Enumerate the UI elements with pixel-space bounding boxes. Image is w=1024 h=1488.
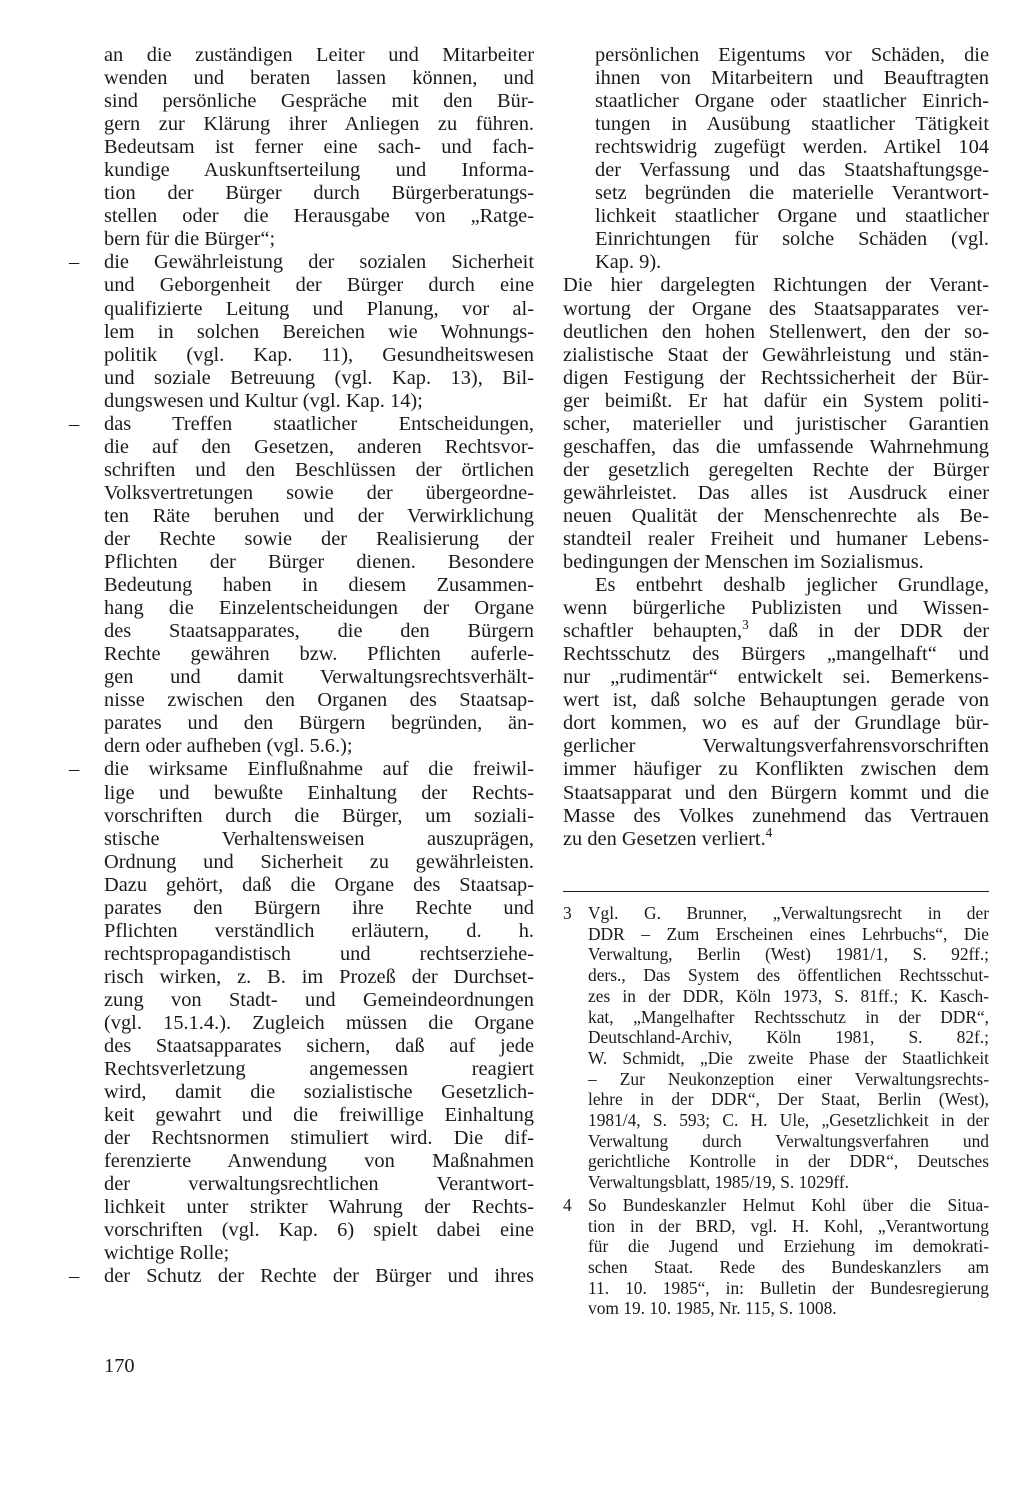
text-line [588, 965, 989, 986]
text-line [104, 1104, 534, 1127]
line-text: stische Verhaltensweisen auszuprägen, [104, 827, 534, 850]
text-line [104, 1012, 534, 1035]
line-text: setz begründen die materielle Verantwort- [595, 182, 989, 205]
footnote-reference: 4 [765, 824, 773, 840]
line-text: der Schutz der Rechte der Bürger und ihres [104, 1265, 534, 1288]
text-line [104, 966, 534, 989]
text-line [588, 1131, 989, 1152]
footnote-separator-rule [563, 891, 989, 892]
line-text: wenn bürgerliche Publizisten und Wissen- [563, 597, 989, 620]
line-text: die Gewährleistung der sozialen Sicherheit [104, 251, 534, 274]
text-line [563, 666, 989, 689]
line-text: risch wirken, z. B. im Prozeß der Durchset- [104, 965, 534, 988]
text-line [563, 689, 989, 712]
text-line [588, 1069, 989, 1090]
text-line [104, 712, 534, 735]
text-line [104, 851, 534, 874]
text-line [563, 251, 989, 274]
line-text: immer häufiger zu Konflikten zwischen dem [563, 758, 989, 781]
line-text: gerichtliche Kontrolle in der DDR“, Deutsches [588, 1151, 989, 1172]
line-text: zialistische Staat der Gewährleistung und stän- [563, 343, 989, 366]
text-line [563, 436, 989, 459]
text-line [104, 136, 534, 159]
text-line [104, 1127, 534, 1150]
line-text: und soziale Betreuung (vgl. Kap. 13), Bil- [104, 366, 534, 389]
line-text: politik (vgl. Kap. 11), Gesundheitswesen [104, 343, 534, 366]
text-line [563, 136, 989, 159]
line-text: staatlicher Organe oder staatlicher Einrich- [595, 90, 989, 113]
text-line [588, 1195, 989, 1216]
line-text: vorschriften durch die Bürger, um soziali- [104, 804, 534, 827]
text-line [104, 436, 534, 459]
text-line [588, 924, 989, 945]
line-text: W. Schmidt, „Die zweite Phase der Staatlichkeit [588, 1047, 989, 1068]
text-line [104, 505, 534, 528]
line-text: schaftler behaupten, [563, 620, 743, 643]
text-line [104, 828, 534, 851]
text-line [588, 1257, 989, 1278]
text-line [563, 44, 989, 67]
line-text: kat, „Mangelhafter Rechtsschutz in der DDR“, [588, 1006, 989, 1027]
line-text: lehre in der DDR“, Der Staat, Berlin (West), [588, 1089, 989, 1110]
line-text: lichkeit unter strikter Wahrung der Rechts- [104, 1196, 534, 1219]
text-line [563, 228, 989, 251]
text-line [563, 298, 989, 321]
footnote-3 [563, 903, 989, 1193]
line-text: Einrichtungen für solche Schäden (vgl. [595, 228, 989, 251]
line-text: Verwaltungsblatt, 1985/19, S. 1029ff. [588, 1172, 850, 1193]
text-line [104, 159, 534, 182]
text-line [104, 620, 534, 643]
text-line [563, 159, 989, 182]
line-text: gewährleistet. Das alles ist Ausdruck einer [563, 481, 989, 504]
line-text: neuen Qualität der Menschenrechte als Be- [563, 504, 989, 527]
text-line [588, 1089, 989, 1110]
text-line [104, 90, 534, 113]
line-text: des Staatsapparates, die den Bürgern [104, 620, 534, 643]
text-line [563, 459, 989, 482]
line-text: nisse zwischen den Organen des Staatsap- [104, 689, 534, 712]
text-line [104, 989, 534, 1012]
text-line [563, 390, 989, 413]
text-line [104, 1173, 534, 1196]
text-line [563, 505, 989, 528]
text-line [104, 113, 534, 136]
line-text: wortung der Organe des Staatsapparates ver- [563, 297, 989, 320]
line-text: lem in solchen Bereichen wie Wohnungs- [104, 320, 534, 343]
line-text: hang die Einzelentscheidungen der Organe [104, 597, 534, 620]
text-line [563, 643, 989, 666]
text-line [588, 1110, 989, 1131]
line-text: für die Jugend und Erziehung im demokrati- [588, 1236, 989, 1257]
line-text: schriften und den Beschlüssen der örtlichen [104, 458, 534, 481]
line-text: der verwaltungsrechtlichen Verantwort- [104, 1173, 534, 1196]
list-dash: – [69, 251, 80, 274]
text-line [104, 228, 534, 251]
line-text: gerlicher Verwaltungsverfahrensvorschriften [563, 735, 989, 758]
text-line [104, 551, 534, 574]
text-line [563, 712, 989, 735]
line-text: zes in der DDR, Köln 1973, S. 81ff.; K. Kasch- [588, 985, 989, 1006]
line-text: sind persönliche Gespräche mit den Bür- [104, 90, 534, 113]
text-line [563, 182, 989, 205]
line-text: dungswesen und Kultur (vgl. Kap. 14); [104, 389, 423, 412]
line-text: Ordnung und Sicherheit zu gewährleisten. [104, 850, 534, 873]
line-text: die auf den Gesetzen, anderen Rechtsvor- [104, 435, 534, 458]
text-line [588, 1048, 989, 1069]
text-line [104, 597, 534, 620]
footnotes-block [563, 903, 989, 1321]
line-text: Staatsapparat und den Bürgern kommt und die [563, 781, 989, 804]
text-line [563, 824, 989, 851]
text-line [563, 413, 989, 436]
line-text: und Geborgenheit der Bürger durch eine [104, 274, 534, 297]
text-line [588, 1278, 989, 1299]
line-text: schen Staat. Rede des Bundeskanzlers am [588, 1256, 989, 1277]
text-line [588, 1298, 989, 1319]
footnote-text [588, 903, 989, 1193]
line-text: die wirksame Einflußnahme auf die freiwil- [104, 758, 534, 781]
line-text: Pflichten der Bürger dienen. Besondere [104, 551, 534, 574]
line-text: der Verfassung und das Staatshaftungsge- [595, 159, 989, 182]
text-line [588, 1172, 989, 1193]
line-text: Pflichten verständlich erläutern, d. h. [104, 919, 534, 942]
text-line [104, 298, 534, 321]
text-line [104, 67, 534, 90]
list-dash: – [69, 412, 80, 435]
line-text: dort kommen, wo es auf der Grundlage bür- [563, 712, 989, 735]
footnote-number: 4 [563, 1194, 572, 1215]
line-text: lige und bewußte Einhaltung der Rechts- [104, 781, 534, 804]
line-text: Kap. 9). [595, 251, 662, 274]
line-text: gen und damit Verwaltungsrechtsverhält- [104, 666, 534, 689]
text-line [104, 735, 534, 758]
line-text: das Treffen staatlicher Entscheidungen, [104, 412, 534, 435]
list-dash: – [69, 758, 80, 781]
line-text: persönlichen Eigentums vor Schäden, die [595, 44, 989, 66]
line-text: Verwaltung durch Verwaltungsverfahren und [588, 1130, 989, 1151]
line-text: parates und den Bürgern begründen, än- [104, 712, 534, 735]
text-line [563, 67, 989, 90]
line-text: So Bundeskanzler Helmut Kohl über die Situa- [588, 1194, 989, 1215]
line-text: digen Festigung der Rechtssicherheit der Bür- [563, 366, 989, 389]
text-line [69, 251, 534, 274]
text-line [588, 1216, 989, 1237]
text-line [104, 321, 534, 344]
line-text: standteil realer Freiheit und humaner Lebens- [563, 527, 989, 550]
text-line [104, 528, 534, 551]
text-line [588, 986, 989, 1007]
text-line [563, 551, 989, 574]
text-line [104, 44, 534, 67]
text-line [563, 597, 989, 620]
line-text: Rechtsschutz des Bürgers „mangelhaft“ und [563, 643, 989, 666]
text-line [104, 920, 534, 943]
text-line [104, 367, 534, 390]
page-number: 170 [104, 1355, 135, 1377]
line-text: 11. 10. 1985“, in: Bulletin der Bundesregierung [588, 1277, 989, 1298]
text-line [563, 782, 989, 805]
line-text: ten Räte beruhen und der Verwirklichung [104, 504, 534, 527]
text-line [563, 90, 989, 113]
line-text: DDR – Zum Erscheinen eines Lehrbuchs“, Die [588, 923, 989, 944]
line-text: tion der Bürger durch Bürgerberatungs- [104, 182, 534, 205]
line-text: vom 19. 10. 1985, Nr. 115, S. 1008. [588, 1298, 837, 1319]
line-text: Volksvertretungen sowie der übergeordne- [104, 481, 534, 504]
text-line [104, 574, 534, 597]
right-text-column [563, 44, 989, 851]
text-line [104, 943, 534, 966]
line-text: wenden und beraten lassen können, und [104, 67, 534, 90]
text-line [104, 805, 534, 828]
text-line [588, 944, 989, 965]
text-line [563, 758, 989, 781]
line-text: Bedeutsam ist ferner eine sach- und fach- [104, 136, 534, 159]
line-text: geschaffen, das die umfassende Wahrnehmung [563, 435, 989, 458]
footnote-reference: 3 [742, 617, 749, 633]
line-text: rechtswidrig zugefügt werden. Artikel 104 [595, 136, 989, 159]
line-text: Masse des Volkes zunehmend das Vertrauen [563, 804, 989, 827]
line-text: ferenzierte Anwendung von Maßnahmen [104, 1150, 534, 1173]
line-text: (vgl. 15.1.4.). Zugleich müssen die Organe [104, 1011, 534, 1034]
line-text: der Rechtsnormen stimuliert wird. Die dif- [104, 1127, 534, 1150]
text-line [563, 528, 989, 551]
text-line [69, 412, 534, 436]
line-text: zu den Gesetzen verliert. [563, 827, 766, 850]
text-line [563, 735, 989, 758]
line-text: an die zuständigen Leiter und Mitarbeiter [104, 44, 534, 66]
line-text: der Rechte sowie der Realisierung der [104, 527, 534, 550]
line-text: zung von Stadt- und Gemeindeordnungen [104, 988, 534, 1011]
text-line [104, 666, 534, 689]
text-line [588, 1151, 989, 1172]
text-line [104, 643, 534, 666]
text-line [104, 782, 534, 805]
text-line [104, 390, 534, 413]
text-line [104, 1081, 534, 1104]
footnote-number: 3 [563, 903, 572, 923]
list-dash: – [69, 1265, 80, 1288]
line-text: Deutschland-Archiv, Köln 1981, S. 82f.; [588, 1027, 989, 1048]
line-text: dern oder aufheben (vgl. 5.6.); [104, 735, 353, 758]
line-text: wichtige Rolle; [104, 1242, 230, 1265]
text-line [104, 182, 534, 205]
line-text: der gesetzlich geregelten Rechte der Bürger [563, 458, 989, 481]
text-line [104, 344, 534, 367]
text-line [104, 482, 534, 505]
text-line [104, 1196, 534, 1219]
line-text: des Staatsapparates sichern, daß auf jede [104, 1035, 534, 1058]
text-line [563, 574, 989, 597]
text-line [563, 113, 989, 136]
line-text: kundige Auskunftserteilung und Informa- [104, 159, 534, 182]
text-line [563, 805, 989, 828]
line-text-continued: daß in der DDR der [748, 620, 989, 643]
footnote-text [588, 1195, 989, 1319]
text-line [104, 274, 534, 297]
line-text: Es entbehrt deshalb jeglicher Grundlage, [595, 574, 989, 597]
line-text: Dazu gehört, daß die Organe des Staatsap- [104, 873, 534, 896]
line-text: tungen in Ausübung staatlicher Tätigkeit [595, 113, 989, 136]
line-text: deutlichen den hohen Stellenwert, den der so- [563, 320, 989, 343]
text-line [104, 459, 534, 482]
line-text: – Zur Neukonzeption einer Verwaltungsrechts- [588, 1068, 989, 1089]
line-text: scher, materieller und juristischer Garantien [563, 412, 989, 435]
text-line [563, 482, 989, 505]
line-text: gern zur Klärung ihrer Anliegen zu führen. [104, 113, 534, 136]
left-text-column [69, 44, 534, 1289]
line-text: qualifizierte Leitung und Planung, vor al- [104, 297, 534, 320]
text-line [563, 367, 989, 390]
text-line [588, 1007, 989, 1028]
text-line [104, 205, 534, 228]
text-line [104, 897, 534, 920]
footnote-4 [563, 1195, 989, 1319]
text-line [69, 758, 534, 781]
line-text: vorschriften (vgl. Kap. 6) spielt dabei eine [104, 1219, 534, 1242]
text-line [104, 874, 534, 897]
text-line [104, 1242, 534, 1265]
line-text: bern für die Bürger“; [104, 228, 276, 251]
text-line [69, 1265, 534, 1288]
text-line [104, 1035, 534, 1058]
line-text: bedingungen der Menschen im Sozialismus. [563, 551, 924, 574]
line-text: rechtspropagandistisch und rechtserziehe- [104, 942, 534, 965]
text-line [563, 344, 989, 367]
line-text: nur „rudimentär“ entwickelt sei. Bemerkens- [563, 666, 989, 689]
text-line [104, 1058, 534, 1081]
line-text: lichkeit staatlicher Organe und staatlicher [595, 205, 989, 228]
line-text: Bedeutung haben in diesem Zusammen- [104, 574, 534, 597]
line-text: ihnen von Mitarbeitern und Beauftragten [595, 67, 989, 90]
line-text: Rechte gewähren bzw. Pflichten auferle- [104, 643, 534, 666]
line-text: ger beimißt. Er hat dafür ein System politi- [563, 389, 989, 412]
line-text: Rechtsverletzung angemessen reagiert [104, 1058, 534, 1081]
text-line [563, 617, 989, 643]
line-text: tion in der BRD, vgl. H. Kohl, „Verantwortung [588, 1215, 989, 1236]
text-line [104, 1219, 534, 1242]
text-line [563, 321, 989, 344]
line-text: Verwaltung, Berlin (West) 1981/1, S. 92ff.; [588, 944, 989, 965]
text-line [104, 1150, 534, 1173]
line-text: keit gewahrt und die freiwillige Einhaltung [104, 1104, 534, 1127]
text-line [104, 689, 534, 712]
text-line [563, 205, 989, 228]
line-text: Die hier dargelegten Richtungen der Verant- [563, 274, 989, 297]
line-text: ders., Das System des öffentlichen Rechtsschut- [588, 965, 989, 986]
line-text: stellen oder die Herausgabe von „Ratge- [104, 205, 534, 228]
text-line [563, 274, 989, 297]
line-text: wird, damit die sozialistische Gesetzlich- [104, 1081, 534, 1104]
text-line [588, 1236, 989, 1257]
line-text: 1981/4, S. 593; C. H. Ule, „Gesetzlichkeit in der [588, 1110, 989, 1131]
text-line [588, 1027, 989, 1048]
line-text: wert ist, daß solche Behauptungen gerade von [563, 689, 989, 712]
text-line [588, 903, 989, 924]
line-text: parates den Bürgern ihre Rechte und [104, 896, 534, 919]
line-text: Vgl. G. Brunner, „Verwaltungsrecht in der [588, 903, 989, 923]
